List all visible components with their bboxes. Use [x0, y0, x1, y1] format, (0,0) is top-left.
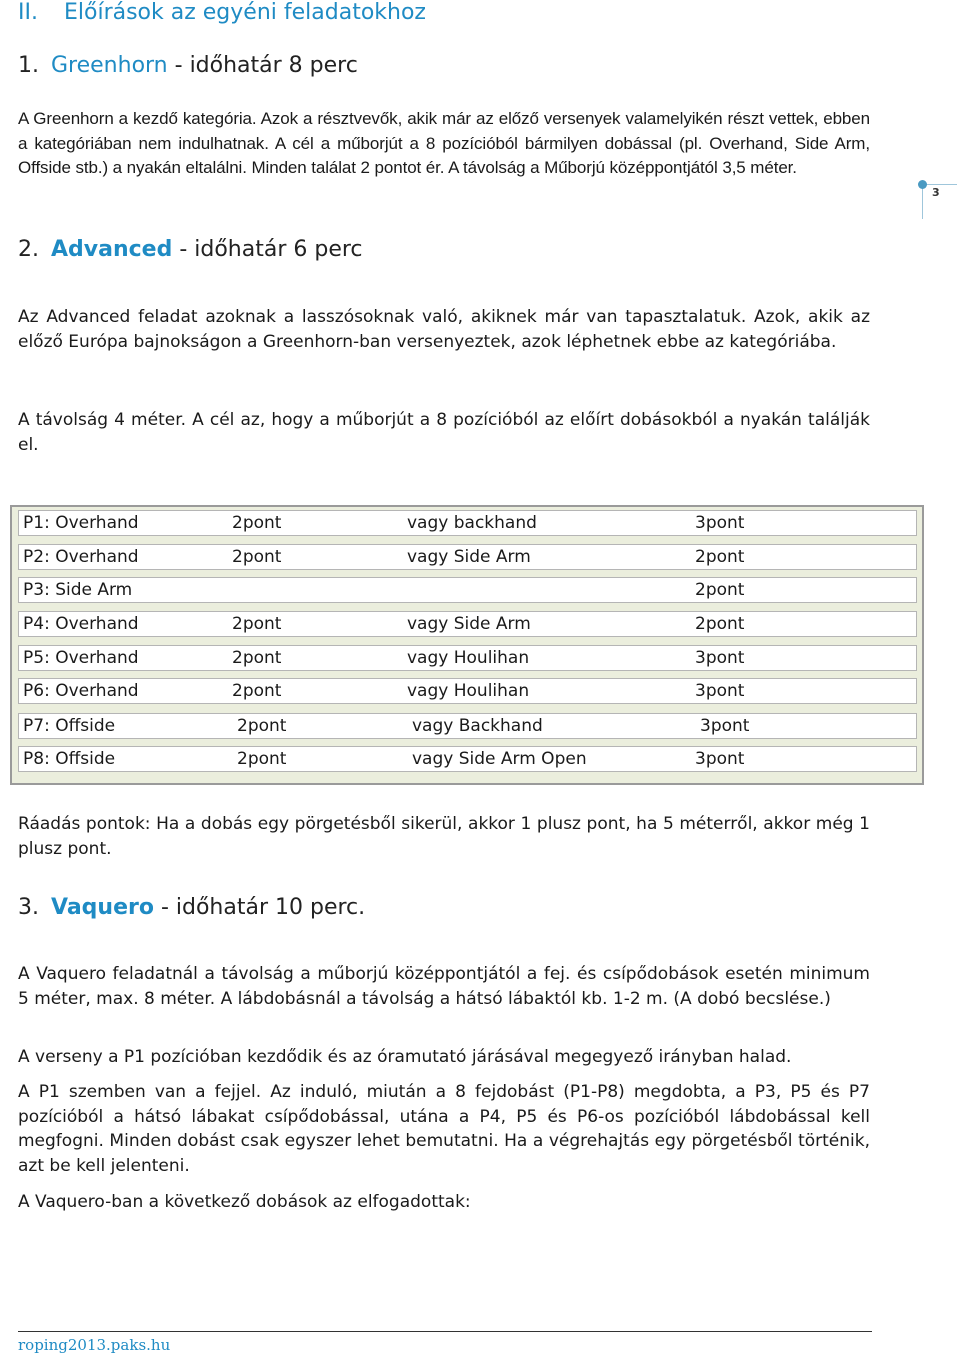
alternative-cell: vagy Houlihan [407, 681, 530, 701]
position-cell: P7: Offside [23, 716, 116, 736]
alt-points-cell: 2pont [695, 580, 745, 600]
position-cell: P5: Overhand [23, 648, 139, 668]
points-cell: 2pont [232, 648, 282, 668]
page-number-badge [922, 184, 957, 219]
page-number: 3 [932, 186, 940, 199]
vaquero-paragraph-2: A verseny a P1 pozícióban kezdődik és az óramutató járásával megegyező irányban halad. [18, 1047, 792, 1067]
position-cell: P4: Overhand [23, 614, 139, 634]
advanced-paragraph-1: Az Advanced feladat azoknak a lasszósoknak való, akiknek már van tapasztalatuk. Azok, akik az előző Európa bajnokságon a Greenhorn-ban versenyeztek, azok léphetnek ebbe az kategóriába. [18, 307, 870, 352]
alternative-cell: vagy Side Arm [407, 614, 531, 634]
alt-points-cell: 3pont [695, 749, 745, 769]
alt-points-cell: 3pont [700, 716, 750, 736]
alt-points-cell: 3pont [695, 648, 745, 668]
position-cell: P8: Offside [23, 749, 116, 769]
table-row [18, 645, 917, 671]
greenhorn-paragraph: A Greenhorn a kezdő kategória. Azok a résztvevők, akik már az előző versenyek valamelyikén részt vettek, ebben a kategóriában nem indulhatnak. A cél a műborjút a 8 pozícióból bármilyen dobással (pl. Overhand, Side Arm, Offside stb.) a nyakán eltalálni. Minden találat 2 pontot ér. A távolság a Műborjú középpontjától 3,5 méter. [18, 109, 870, 177]
advanced-paragraph-2: A távolság 4 méter. A cél az, hogy a műborjút a 8 pozícióból az előírt dobásokból a nyakán találják el. [18, 410, 870, 455]
points-cell: 2pont [232, 614, 282, 634]
vaquero-paragraph-3: A P1 szemben van a fejjel. Az induló, miután a 8 fejdobást (P1-P8) megdobta, a P3, P5 és P7 pozícióból a hátsó lábakat csípődobással, utána a P4, P5 és P6-os pozícióból lábdobással kell megfogni. Minden dobást csak egyszer lehet bemutatni. Ha a végrehajtás egy pörgetésből történik, azt be kell jelenteni. [18, 1082, 870, 1176]
section-name: Vaquero [51, 895, 154, 920]
alt-points-cell: 2pont [695, 614, 745, 634]
points-cell: 2pont [232, 513, 282, 533]
section-time-limit: - időhatár 8 perc [167, 53, 358, 78]
vaquero-paragraph-4: A Vaquero-ban a következő dobások az elfogadottak: [18, 1192, 471, 1212]
section-heading-vaquero [18, 895, 365, 920]
section-time-limit: - időhatár 10 perc. [153, 895, 366, 920]
bonus-points-paragraph: Ráadás pontok: Ha a dobás egy pörgetésből sikerül, akkor 1 plusz pont, ha 5 méterről, akkor még 1 plusz pont. [18, 814, 870, 859]
points-cell: 2pont [237, 749, 287, 769]
section-number: 1. [18, 53, 39, 78]
vaquero-paragraph-1: A Vaquero feladatnál a távolság a műborjú középpontjától a fej. és csípődobások esetén minimum 5 méter, max. 8 méter. A lábdobásnál a távolság a hátsó lábaktól kb. 1-2 m. (A dobó becslése.) [18, 964, 870, 1009]
alt-points-cell: 2pont [695, 547, 745, 567]
main-heading-title: Előírások az egyéni feladatokhoz [63, 0, 426, 25]
page-badge-dot [918, 180, 927, 189]
table-row [18, 510, 917, 536]
alternative-cell: vagy Side Arm Open [412, 749, 587, 769]
positions-table [10, 505, 924, 785]
section-heading-advanced [18, 237, 363, 262]
table-row [18, 577, 917, 603]
points-cell: 2pont [232, 681, 282, 701]
alternative-cell: vagy backhand [407, 513, 537, 533]
alternative-cell: vagy Side Arm [407, 547, 531, 567]
table-row [18, 746, 917, 772]
position-cell: P6: Overhand [23, 681, 139, 701]
alt-points-cell: 3pont [695, 513, 745, 533]
section-time-limit: - időhatár 6 perc [172, 237, 363, 262]
position-cell: P1: Overhand [23, 513, 139, 533]
points-cell: 2pont [237, 716, 287, 736]
section-number: 2. [18, 237, 39, 262]
table-row [18, 678, 917, 704]
position-cell: P3: Side Arm [23, 580, 133, 600]
table-row [18, 713, 917, 739]
alternative-cell: vagy Backhand [412, 716, 543, 736]
main-heading-number: II. [18, 0, 38, 25]
table-row [18, 611, 917, 637]
table-row [18, 544, 917, 570]
section-number: 3. [18, 895, 39, 920]
section-name: Advanced [51, 237, 173, 262]
position-cell: P2: Overhand [23, 547, 139, 567]
alt-points-cell: 3pont [695, 681, 745, 701]
section-heading-greenhorn [18, 53, 358, 78]
footer-divider [18, 1331, 872, 1332]
points-cell: 2pont [232, 547, 282, 567]
main-heading [18, 0, 426, 25]
alternative-cell: vagy Houlihan [407, 648, 530, 668]
footer-url[interactable]: roping2013.paks.hu [18, 1336, 171, 1354]
section-name: Greenhorn [51, 53, 168, 78]
